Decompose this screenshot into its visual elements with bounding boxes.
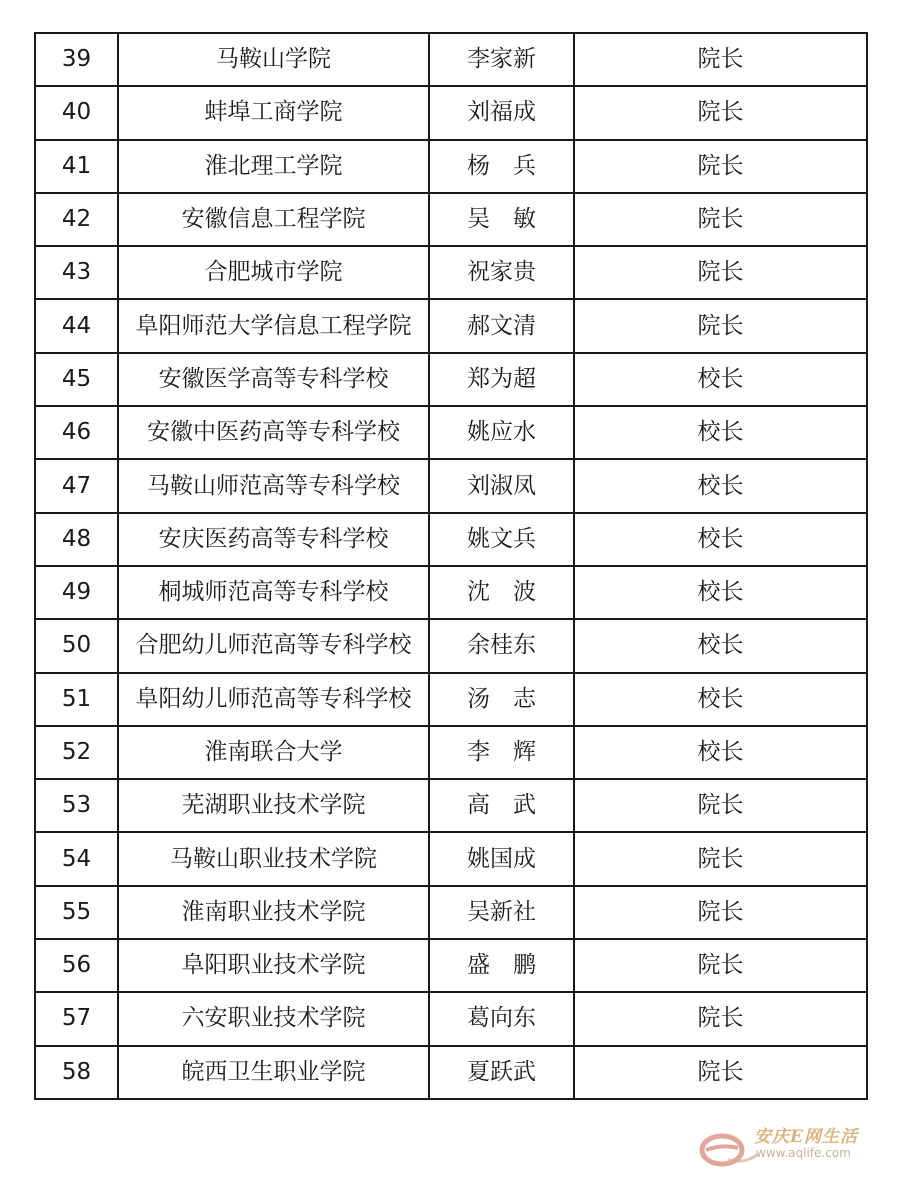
position-title-cell: 校长 — [574, 353, 867, 406]
school-name-cell: 蚌埠工商学院 — [118, 86, 429, 139]
school-name-cell: 桐城师范高等专科学校 — [118, 566, 429, 619]
row-number-cell: 51 — [35, 673, 118, 726]
school-name-cell: 淮北理工学院 — [118, 140, 429, 193]
school-name-cell: 安徽医学高等专科学校 — [118, 353, 429, 406]
row-number-cell: 47 — [35, 459, 118, 512]
school-name-cell: 合肥幼儿师范高等专科学校 — [118, 619, 429, 672]
school-name-cell: 马鞍山学院 — [118, 33, 429, 86]
person-name-cell: 吴 敏 — [429, 193, 574, 246]
position-title-cell: 院长 — [574, 939, 867, 992]
person-name-cell: 余桂东 — [429, 619, 574, 672]
table-row — [35, 992, 867, 1045]
table-row — [35, 886, 867, 939]
row-number-cell: 55 — [35, 886, 118, 939]
table-row — [35, 939, 867, 992]
position-title-cell: 院长 — [574, 832, 867, 885]
person-name-cell: 沈 波 — [429, 566, 574, 619]
position-title-cell: 院长 — [574, 33, 867, 86]
row-number-cell: 39 — [35, 33, 118, 86]
table-row — [35, 459, 867, 512]
person-name-cell: 葛向东 — [429, 992, 574, 1045]
row-number-cell: 42 — [35, 193, 118, 246]
position-title-cell: 校长 — [574, 513, 867, 566]
row-number-cell: 48 — [35, 513, 118, 566]
table-row — [35, 193, 867, 246]
school-name-cell: 安徽中医药高等专科学校 — [118, 406, 429, 459]
table-row — [35, 779, 867, 832]
position-title-cell: 校长 — [574, 673, 867, 726]
position-title-cell: 院长 — [574, 193, 867, 246]
school-name-cell: 芜湖职业技术学院 — [118, 779, 429, 832]
school-name-cell: 皖西卫生职业学院 — [118, 1046, 429, 1099]
roster-table — [34, 32, 868, 1100]
watermark-url: www.aqlife.com — [756, 1146, 851, 1160]
table-row — [35, 673, 867, 726]
table-row — [35, 353, 867, 406]
position-title-cell: 院长 — [574, 299, 867, 352]
row-number-cell: 45 — [35, 353, 118, 406]
table-row — [35, 33, 867, 86]
table-row — [35, 406, 867, 459]
person-name-cell: 杨 兵 — [429, 140, 574, 193]
row-number-cell: 58 — [35, 1046, 118, 1099]
school-name-cell: 阜阳幼儿师范高等专科学校 — [118, 673, 429, 726]
table-row — [35, 726, 867, 779]
person-name-cell: 郑为超 — [429, 353, 574, 406]
school-name-cell: 马鞍山职业技术学院 — [118, 832, 429, 885]
row-number-cell: 43 — [35, 246, 118, 299]
row-number-cell: 44 — [35, 299, 118, 352]
position-title-cell: 院长 — [574, 246, 867, 299]
table-row — [35, 140, 867, 193]
roster-table-body — [35, 33, 867, 1099]
school-name-cell: 合肥城市学院 — [118, 246, 429, 299]
table-row — [35, 619, 867, 672]
roster-sheet — [34, 32, 866, 1100]
watermark-text: 安庆E网生活 — [754, 1127, 858, 1147]
row-number-cell: 57 — [35, 992, 118, 1045]
position-title-cell: 校长 — [574, 406, 867, 459]
table-row — [35, 86, 867, 139]
person-name-cell: 姚国成 — [429, 832, 574, 885]
person-name-cell: 盛 鹏 — [429, 939, 574, 992]
site-logo-icon — [698, 1124, 760, 1168]
position-title-cell: 院长 — [574, 1046, 867, 1099]
person-name-cell: 郝文清 — [429, 299, 574, 352]
table-row — [35, 1046, 867, 1099]
position-title-cell: 院长 — [574, 992, 867, 1045]
watermark — [698, 1120, 888, 1170]
school-name-cell: 阜阳职业技术学院 — [118, 939, 429, 992]
position-title-cell: 校长 — [574, 566, 867, 619]
person-name-cell: 李家新 — [429, 33, 574, 86]
row-number-cell: 46 — [35, 406, 118, 459]
position-title-cell: 院长 — [574, 886, 867, 939]
person-name-cell: 祝家贵 — [429, 246, 574, 299]
row-number-cell: 50 — [35, 619, 118, 672]
school-name-cell: 安徽信息工程学院 — [118, 193, 429, 246]
row-number-cell: 49 — [35, 566, 118, 619]
person-name-cell: 姚应水 — [429, 406, 574, 459]
person-name-cell: 高 武 — [429, 779, 574, 832]
row-number-cell: 40 — [35, 86, 118, 139]
position-title-cell: 院长 — [574, 140, 867, 193]
table-row — [35, 832, 867, 885]
person-name-cell: 汤 志 — [429, 673, 574, 726]
person-name-cell: 姚文兵 — [429, 513, 574, 566]
person-name-cell: 刘福成 — [429, 86, 574, 139]
person-name-cell: 李 辉 — [429, 726, 574, 779]
table-row — [35, 513, 867, 566]
school-name-cell: 马鞍山师范高等专科学校 — [118, 459, 429, 512]
position-title-cell: 校长 — [574, 726, 867, 779]
position-title-cell: 院长 — [574, 86, 867, 139]
position-title-cell: 校长 — [574, 619, 867, 672]
school-name-cell: 安庆医药高等专科学校 — [118, 513, 429, 566]
row-number-cell: 54 — [35, 832, 118, 885]
table-row — [35, 566, 867, 619]
row-number-cell: 53 — [35, 779, 118, 832]
school-name-cell: 阜阳师范大学信息工程学院 — [118, 299, 429, 352]
position-title-cell: 院长 — [574, 779, 867, 832]
person-name-cell: 夏跃武 — [429, 1046, 574, 1099]
school-name-cell: 六安职业技术学院 — [118, 992, 429, 1045]
table-row — [35, 246, 867, 299]
row-number-cell: 52 — [35, 726, 118, 779]
position-title-cell: 校长 — [574, 459, 867, 512]
person-name-cell: 吴新社 — [429, 886, 574, 939]
school-name-cell: 淮南职业技术学院 — [118, 886, 429, 939]
table-row — [35, 299, 867, 352]
row-number-cell: 56 — [35, 939, 118, 992]
person-name-cell: 刘淑凤 — [429, 459, 574, 512]
school-name-cell: 淮南联合大学 — [118, 726, 429, 779]
row-number-cell: 41 — [35, 140, 118, 193]
